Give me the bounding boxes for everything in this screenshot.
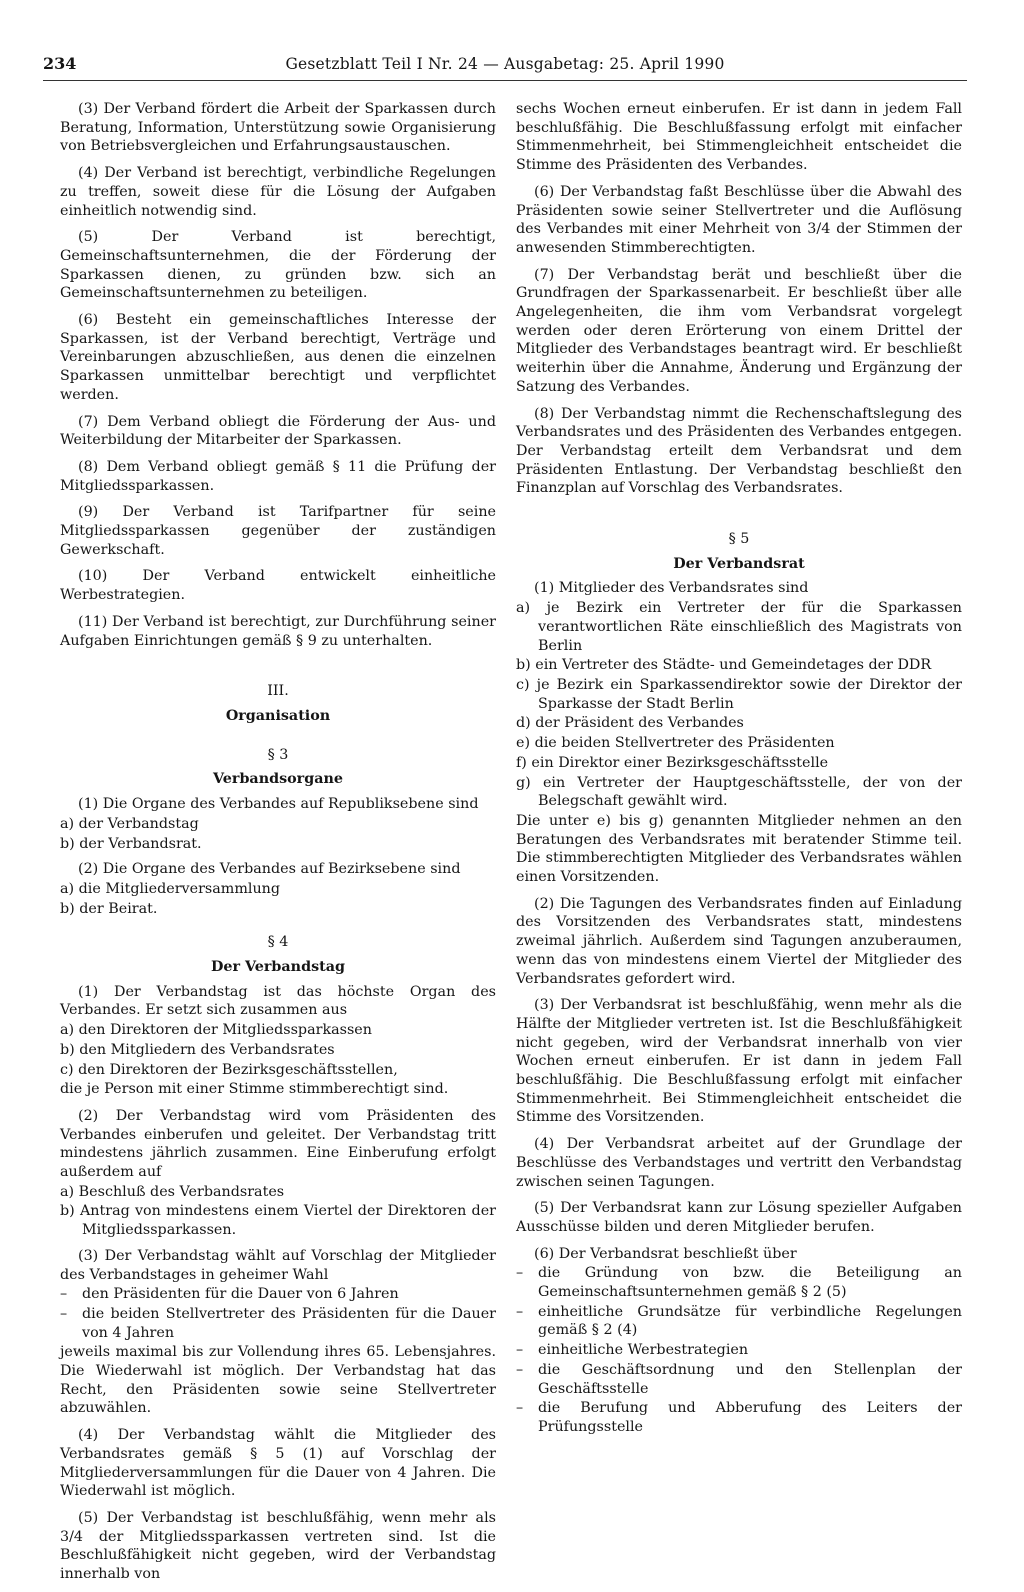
list-item: a) den Direktoren der Mitgliedssparkassen bbox=[60, 1022, 372, 1039]
dash-mark: – bbox=[516, 1342, 524, 1359]
list-item: a) die Mitgliederversammlung bbox=[60, 880, 281, 897]
list-item: b) der Beirat. bbox=[60, 900, 158, 917]
paragraph: (2) Der Verbandstag wird vom Präsidenten des Verbandes einberufen und geleitet. Der Verbandstag tritt mindestens jährlich zusammen. Eine Einberufung erfolgt außerdem auf bbox=[60, 1107, 496, 1181]
paragraph-sign: § 4 bbox=[267, 934, 289, 951]
dash-item bbox=[516, 1341, 962, 1360]
dash-mark: – bbox=[516, 1400, 524, 1417]
paragraph: (8) Der Verbandstag nimmt die Rechenschaftslegung des Verbandsrates und des Präsidenten des Verbandes entgegen. Der Verbandstag erteilt dem Verbandsrat und dem Präsidenten Entlastung. Der Verbandstag beschließt den Finanzplan auf Vorschlag des Verbandsrates. bbox=[516, 405, 962, 497]
section-title: Organisation bbox=[225, 707, 331, 724]
paragraph: (8) Dem Verband obliegt gemäß § 11 die Prüfung der Mitgliedssparkassen. bbox=[60, 458, 496, 494]
paragraph: (7) Dem Verband obliegt die Förderung der Aus- und Weiterbildung der Mitarbeiter der Sparkassen. bbox=[60, 413, 496, 449]
list-item: a) je Bezirk ein Vertreter der für die Sparkassen verantwortlichen Räte einschließlich des Magistrats von Berlin bbox=[516, 600, 962, 654]
spacer bbox=[60, 658, 496, 682]
dash-mark: – bbox=[516, 1265, 524, 1282]
paragraph: (1) Mitglieder des Verbandsrates sind bbox=[534, 580, 809, 597]
left-column bbox=[60, 100, 496, 1592]
paragraph-sign: § 3 bbox=[267, 746, 289, 763]
paragraph-title: Der Verbandsrat bbox=[673, 555, 805, 572]
paragraph: (6) Der Verbandstag faßt Beschlüsse über die Abwahl des Präsidenten sowie seiner Stellvertreter und die Auflösung des Verbandes mit einer Mehrheit von 3/4 der Stimmen der anwesenden Stimmberechtigten. bbox=[516, 183, 962, 256]
list-item: c) den Direktoren der Bezirksgeschäftsstellen, bbox=[60, 1061, 398, 1078]
paragraph: (1) Die Organe des Verbandes auf Republiksebene sind bbox=[78, 796, 479, 813]
paragraph: (6) Der Verbandsrat beschließt über bbox=[534, 1245, 797, 1262]
paragraph-title: Der Verbandstag bbox=[211, 959, 345, 976]
paragraph: (2) Die Tagungen des Verbandsrates finden auf Einladung des Vorsitzenden des Verbandsrates statt, mindestens zweimal jährlich. Außerdem sind Tagungen anzuberaumen, wenn das von mindestens einem Viertel der Mitglieder des Verbandsrates gefordert wird. bbox=[516, 895, 962, 987]
dash-item-text: den Präsidenten für die Dauer von 6 Jahren bbox=[82, 1286, 399, 1303]
paragraph: (5) Der Verband ist berechtigt, Gemeinschaftsunternehmen, die der Förderung der Sparkassen dienen, zu gründen bzw. sich an Gemeinschaftsunternehmen zu beteiligen. bbox=[60, 229, 496, 302]
dash-item-text: einheitliche Grundsätze für verbindliche Regelungen gemäß § 2 (4) bbox=[538, 1303, 962, 1339]
paragraph: (3) Der Verbandsrat ist beschlußfähig, wenn mehr als die Hälfte der Mitglieder vertreten ist. Ist die Beschlußfähigkeit nicht gegeben, wird der Verbandsrat innerhalb von vier Wochen erneut einberufen. Er ist dann in jedem Fall beschlußfähig. Die Beschlußfassung erfolgt mit einfacher Stimmenmehrheit. Bei Stimmengleichheit entscheidet die Stimme des Vorsitzenden. bbox=[516, 997, 962, 1126]
dash-mark: – bbox=[60, 1286, 68, 1303]
list-item: a) Beschluß des Verbandsrates bbox=[60, 1183, 285, 1200]
paragraph: (1) Der Verbandstag ist das höchste Organ des Verbandes. Er setzt sich zusammen aus bbox=[60, 983, 496, 1019]
paragraph: (4) Der Verbandstag wählt die Mitglieder des Verbandsrates gemäß § 5 (1) auf Vorschlag der Mitgliederversammlungen für die Dauer von 4 Jahren. Die Wiederwahl ist möglich. bbox=[60, 1427, 496, 1500]
list-item: d) der Präsident des Verbandes bbox=[516, 715, 744, 732]
paragraph: (9) Der Verband ist Tarifpartner für seine Mitgliedssparkassen gegenüber der zuständigen Gewerkschaft. bbox=[60, 504, 496, 558]
paragraph: jeweils maximal bis zur Vollendung ihres 65. Lebensjahres. Die Wiederwahl ist möglich. Der Verbandstag hat das Recht, den Präsidenten sowie seine Stellvertreter abzuwählen. bbox=[60, 1344, 496, 1417]
list-item: c) je Bezirk ein Sparkassendirektor sowie der Direktor der Sparkasse der Stadt Berlin bbox=[516, 676, 962, 712]
list-item: f) ein Direktor einer Bezirksgeschäftsstelle bbox=[516, 754, 829, 771]
list-item: b) den Mitgliedern des Verbandsrates bbox=[60, 1041, 335, 1058]
paragraph: (6) Besteht ein gemeinschaftliches Interesse der Sparkassen, ist der Verband berechtigt, Verträge und Vereinbarungen abzuschließen, aus denen die einzelnen Sparkassen unmittelbar berechtigt und verpflichtet werden. bbox=[60, 312, 496, 403]
paragraph: (3) Der Verband fördert die Arbeit der Sparkassen durch Beratung, Information, Unterstützung sowie Organisierung von Betriebsvergleichen und Erfahrungsaustauschen. bbox=[60, 101, 496, 155]
list-item: b) Antrag von mindestens einem Viertel der Direktoren der Mitgliedssparkassen. bbox=[60, 1203, 496, 1239]
paragraph: (3) Der Verbandstag wählt auf Vorschlag der Mitglieder des Verbandstages in geheimer Wahl bbox=[60, 1247, 496, 1283]
right-column bbox=[516, 100, 962, 1438]
paragraph: (7) Der Verbandstag berät und beschließt über die Grundfragen der Sparkassenarbeit. Er beschließt über alle Angelegenheiten, die ihm vom Verbandsrat vorgelegt werden oder deren Erörterung von einem Drittel der Mitglieder des Verbandstages beantragt wird. Er beschließt weiterhin über die Annahme, Änderung und Ergänzung der Satzung des Verbandes. bbox=[516, 266, 962, 395]
paragraph: (4) Der Verband ist berechtigt, verbindliche Regelungen zu treffen, soweit diese für die Lösung der Aufgaben einheitlich notwendig sind. bbox=[60, 165, 496, 219]
list-item: b) ein Vertreter des Städte- und Gemeindetages der DDR bbox=[516, 657, 932, 674]
dash-item-text: die Gründung von bzw. die Beteiligung an Gemeinschaftsunternehmen gemäß § 2 (5) bbox=[538, 1265, 962, 1301]
dash-mark: – bbox=[60, 1305, 68, 1322]
dash-item-text: die beiden Stellvertreter des Präsidenten für die Dauer von 4 Jahren bbox=[82, 1305, 496, 1341]
paragraph-title: Verbandsorgane bbox=[213, 771, 343, 788]
paragraph: (5) Der Verbandstag ist beschlußfähig, wenn mehr als 3/4 der Mitgliedssparkassen vertreten sind. Ist die Beschlußfähigkeit nicht gegeben, wird der Verbandstag innerhalb von bbox=[60, 1510, 496, 1583]
dash-item-text: einheitliche Werbestrategien bbox=[538, 1342, 749, 1359]
dash-mark: – bbox=[516, 1303, 524, 1320]
dash-item bbox=[516, 1303, 962, 1340]
dash-mark: – bbox=[516, 1361, 524, 1378]
paragraph: sechs Wochen erneut einberufen. Er ist dann in jedem Fall beschlußfähig. Die Beschlußfassung erfolgt mit einfacher Stimmenmehrheit, bei Stimmengleichheit entscheidet die Stimme des Präsidenten des Verbandes. bbox=[516, 101, 962, 174]
paragraph: (10) Der Verband entwickelt einheitliche Werbestrategien. bbox=[60, 568, 496, 604]
paragraph: (5) Der Verbandsrat kann zur Lösung spezieller Aufgaben Ausschüsse bilden und deren Mitglieder berufen. bbox=[516, 1200, 962, 1235]
spacer bbox=[516, 506, 962, 530]
page-number: 234 bbox=[43, 54, 77, 73]
list-item: b) der Verbandsrat. bbox=[60, 835, 202, 852]
dash-item bbox=[516, 1264, 962, 1301]
header-rule bbox=[43, 80, 967, 81]
page-header bbox=[43, 55, 967, 77]
paragraph: Die unter e) bis g) genannten Mitglieder nehmen an den Beratungen des Verbandsrates mit beratender Stimme teil. Die stimmberechtigten Mitglieder des Verbandsrates wählen einen Vorsitzenden. bbox=[516, 812, 962, 886]
dash-item bbox=[516, 1399, 962, 1436]
dash-item bbox=[60, 1305, 496, 1342]
dash-item bbox=[516, 1361, 962, 1398]
paragraph: (2) Die Organe des Verbandes auf Bezirksebene sind bbox=[78, 861, 461, 878]
dash-item-text: die Geschäftsordnung und den Stellenplan der Geschäftsstelle bbox=[538, 1361, 962, 1397]
paragraph: (11) Der Verband ist berechtigt, zur Durchführung seiner Aufgaben Einrichtungen gemäß § 9 zu unterhalten. bbox=[60, 613, 496, 649]
paragraph: die je Person mit einer Stimme stimmberechtigt sind. bbox=[60, 1081, 449, 1098]
list-item: g) ein Vertreter der Hauptgeschäftsstelle, der von der Belegschaft gewählt wird. bbox=[516, 774, 962, 810]
paragraph: (4) Der Verbandsrat arbeitet auf der Grundlage der Beschlüsse des Verbandstages und vertritt den Verbandstag zwischen seinen Tagungen. bbox=[516, 1136, 962, 1190]
paragraph-sign: § 5 bbox=[728, 531, 750, 548]
spacer bbox=[60, 919, 496, 933]
gazette-title: Gesetzblatt Teil I Nr. 24 — Ausgabetag: 25. April 1990 bbox=[285, 55, 725, 73]
spacer bbox=[60, 732, 496, 746]
list-item: e) die beiden Stellvertreter des Präsidenten bbox=[516, 735, 835, 752]
dash-item-text: die Berufung und Abberufung des Leiters der Prüfungsstelle bbox=[538, 1400, 962, 1435]
list-item: a) der Verbandstag bbox=[60, 815, 199, 832]
section-number: III. bbox=[267, 683, 289, 700]
dash-item bbox=[60, 1285, 496, 1304]
